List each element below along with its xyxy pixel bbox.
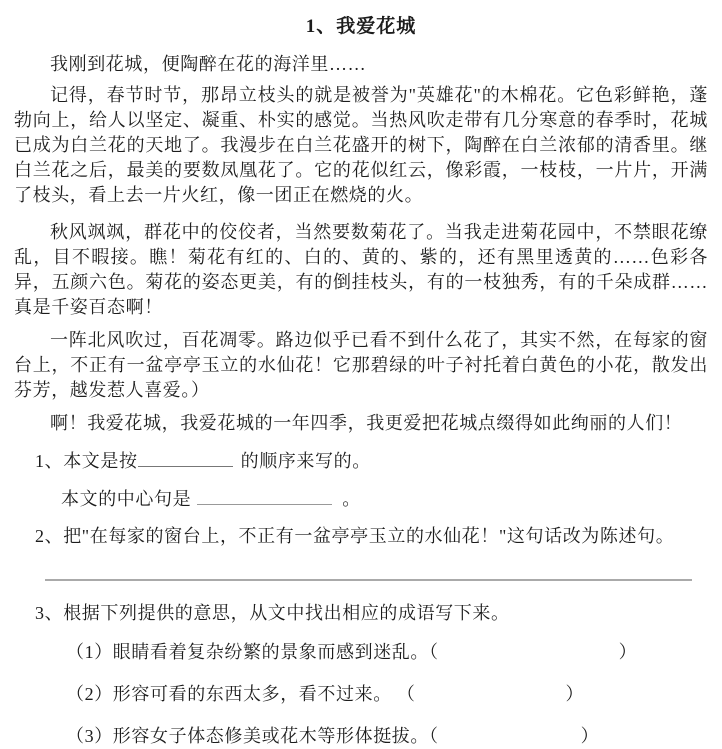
question-1b: [61, 486, 708, 512]
question-1b-prefix: 本文的中心句是: [61, 489, 192, 509]
paragraph-intro: 我刚到花城，便陶醉在花的海洋里……: [50, 54, 367, 74]
question-3-item-3-text: （3）形容女子体态修美或花木等形体挺拔。（: [66, 726, 439, 746]
question-3-item-1-close: ）: [618, 642, 638, 662]
question-3-item-3: [66, 724, 708, 749]
paragraph-conclusion: 啊！我爱花城，我爱花城的一年四季，我更爱把花城点缀得如此绚丽的人们！: [50, 413, 683, 433]
paragraph-autumn: 秋风飒飒，群花中的佼佼者，当然要数菊花了。当我走进菊花园中，不禁眼花缭乱，目不暇接。瞧！菊花有红的、白的、黄的、紫的，还有黑里透黄的……色彩各异，五颜六色。菊花的姿态更美，有的倒挂枝头，有的一枝独秀，有的千朵成群……真是千姿百态啊！: [14, 222, 708, 317]
question-1-suffix: 的顺序来写的。: [240, 451, 371, 471]
answer-paren-gap: [439, 657, 619, 658]
question-3-item-2: [66, 682, 708, 707]
answer-blank-central-sentence: [197, 486, 332, 505]
question-3-item-1: [66, 640, 708, 665]
question-1b-suffix: 。: [342, 489, 361, 509]
paragraph-winter: 一阵北风吹过，百花凋零。路边似乎已看不到什么花了，其实不然，在每家的窗台上，不正有一盆亭亭玉立的水仙花！它那碧绿的叶子衬托着白黄色的小花，散发出芬芳，越发惹人喜爱。）: [14, 330, 708, 400]
question-3-item-2-close: ）: [565, 684, 585, 704]
question-3: 3、根据下列提供的意思，从文中找出相应的成语写下来。: [35, 603, 510, 623]
question-3-item-2-text: （2）形容可看的东西太多，看不过来。 （: [66, 684, 416, 704]
answer-paren-gap: [416, 699, 566, 700]
page-title: 1、我爱花城: [305, 16, 417, 37]
answer-blank-order: [138, 448, 233, 467]
answer-paren-gap: [439, 741, 581, 742]
answer-rule-line: [45, 579, 692, 581]
question-2: 2、把"在每家的窗台上，不正有一盆亭亭玉立的水仙花！"这句话改为陈述句。: [35, 526, 675, 546]
question-3-item-3-close: ）: [580, 726, 600, 746]
question-1: [35, 448, 708, 474]
question-3-item-1-text: （1）眼睛看着复杂纷繁的景象而感到迷乱。（: [66, 642, 439, 662]
paragraph-spring: 记得，春节时节，那昂立枝头的就是被誉为"英雄花"的木棉花。它色彩鲜艳，蓬勃向上，给人以坚定、凝重、朴实的感觉。当热风吹走带有几分寒意的春季时，花城已成为白兰花的天地了。我漫步在白兰花盛开的树下，陶醉在白兰浓郁的清香里。继白兰花之后，最美的要数凤凰花了。它的花似红云，像彩霞，一枝枝，一片片，开满了枝头，看上去一片火红，像一团正在燃烧的火。: [14, 85, 708, 205]
question-1-prefix: 1、本文是按: [35, 451, 138, 471]
